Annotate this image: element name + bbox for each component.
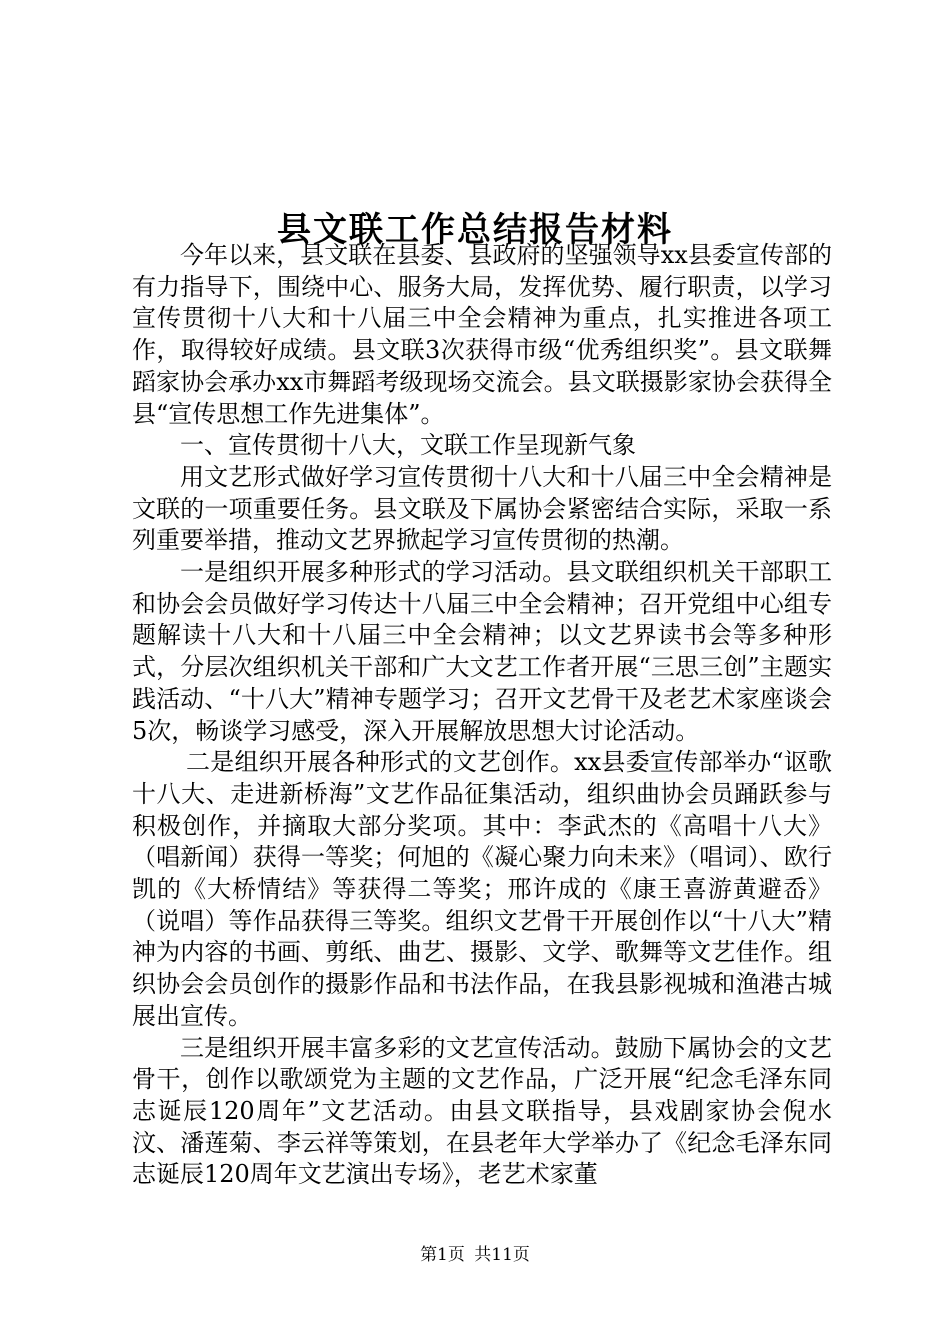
- paragraph-publicity-activities: 三是组织开展丰富多彩的文艺宣传活动。鼓励下属协会的文艺骨干，创作以歌颂党为主题的文艺作品，广泛开展“纪念毛泽东同志诞辰120周年”文艺活动。由县文联指导，县戏剧家协会倪水汶、潘莲菊、李云祥等策划，在县老年大学举办了《纪念毛泽东同志诞辰120周年文艺演出专场》，老艺术家董: [132, 1033, 832, 1189]
- section-heading-1: 一、宣传贯彻十八大，文联工作呈现新气象: [180, 431, 636, 460]
- paragraph-art-creation: 二是组织开展各种形式的文艺创作。xx县委宣传部举办“讴歌十八大、走进新桥海”文艺作品征集活动，组织曲协会员踊跃参与积极创作，并摘取大部分奖项。其中：李武杰的《高唱十八大》（唱新闻）获得一等奖；何旭的《凝心聚力向未来》（唱词）、欧行凯的《大桥情结》等获得二等奖；邢许成的《康王喜游黄避岙》（说唱）等作品获得三等奖。组织文艺骨干开展创作以“十八大”精神为内容的书画、剪纸、曲艺、摄影、文学、歌舞等文艺佳作。组织协会会员创作的摄影作品和书法作品，在我县影视城和渔港古城展出宣传。: [132, 748, 832, 1030]
- paragraph-intro: 今年以来，县文联在县委、县政府的坚强领导xx县委宣传部的有力指导下，围绕中心、服务大局，发挥优势、履行职责，以学习宣传贯彻十八大和十八届三中全会精神为重点，扎实推进各项工作，取得较好成绩。县文联3次获得市级“优秀组织奖”。县文联舞蹈家协会承办xx市舞蹈考级现场交流会。县文联摄影家协会获得全县“宣传思想工作先进集体”。: [132, 241, 832, 428]
- page-number: 第1页: [420, 1245, 465, 1265]
- page-footer: [0, 1244, 950, 1266]
- document-body: [132, 240, 832, 1191]
- page-total: 共11页: [474, 1245, 530, 1265]
- paragraph-learning-activities: 一是组织开展多种形式的学习活动。县文联组织机关干部职工和协会会员做好学习传达十八届三中全会精神；召开党组中心组专题解读十八大和十八届三中全会精神；以文艺界读书会等多种形式，分层次组织机关干部和广大文艺工作者开展“三思三创”主题实践活动、“十八大”精神专题学习；召开文艺骨干及老艺术家座谈会5次，畅谈学习感受，深入开展解放思想大讨论活动。: [132, 558, 832, 745]
- paragraph-section-1-intro: 用文艺形式做好学习宣传贯彻十八大和十八届三中全会精神是文联的一项重要任务。县文联及下属协会紧密结合实际，采取一系列重要举措，推动文艺界掀起学习宣传贯彻的热潮。: [132, 462, 832, 555]
- document-title: 县文联工作总结报告材料: [277, 209, 673, 250]
